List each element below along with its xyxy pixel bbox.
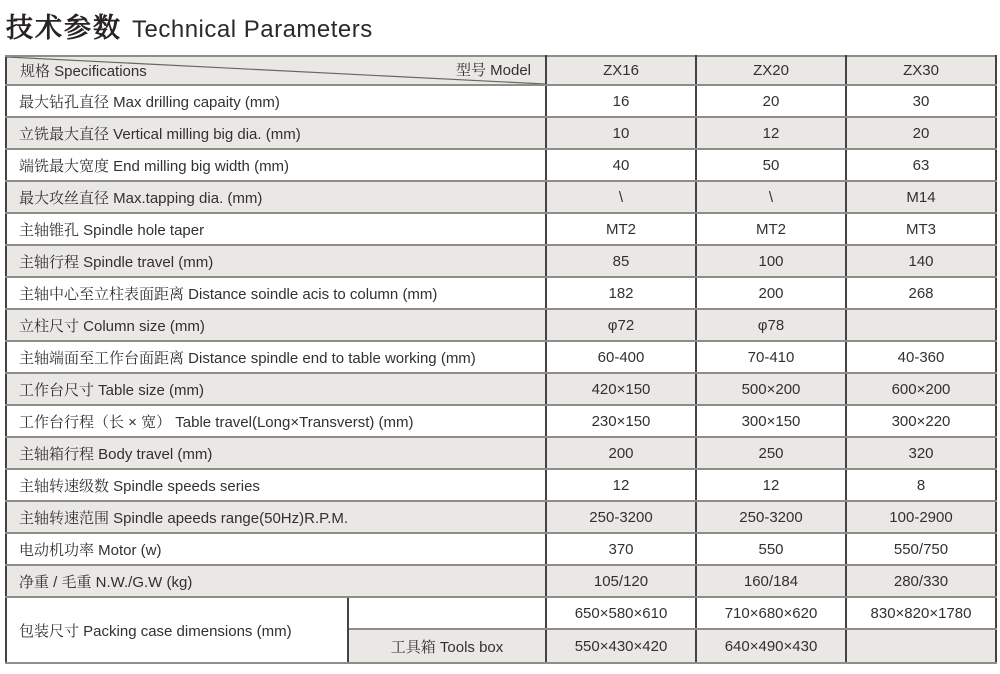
- spec-row: [6, 277, 996, 309]
- spec-row-label: 工作台行程（长 × 宽） Table travel(Long×Transverst) (mm): [6, 405, 546, 437]
- spec-row-value: MT2: [546, 213, 696, 245]
- spec-row-value: 280/330: [846, 565, 996, 597]
- spec-row-label: 净重 / 毛重 N.W./G.W (kg): [6, 565, 546, 597]
- spec-row-value: 40: [546, 149, 696, 181]
- spec-row-label: 电动机功率 Motor (w): [6, 533, 546, 565]
- spec-row-value: 70-410: [696, 341, 846, 373]
- spec-row: [6, 469, 996, 501]
- spec-row: [6, 501, 996, 533]
- spec-row-value: M14: [846, 181, 996, 213]
- spec-row-value: 100-2900: [846, 501, 996, 533]
- spec-row-value: MT3: [846, 213, 996, 245]
- spec-row-label: 最大钻孔直径 Max drilling capaity (mm): [6, 85, 546, 117]
- spec-row-value: φ78: [696, 309, 846, 341]
- packing-sub-empty-cell: [348, 597, 546, 629]
- spec-row-label: 主轴锥孔 Spindle hole taper: [6, 213, 546, 245]
- spec-row: [6, 149, 996, 181]
- spec-row-value: 20: [846, 117, 996, 149]
- spec-row-value: 420×150: [546, 373, 696, 405]
- model-column-header-zx30: ZX30: [846, 56, 996, 85]
- spec-row-value: MT2: [696, 213, 846, 245]
- spec-row-value: 12: [696, 469, 846, 501]
- spec-row-value: 370: [546, 533, 696, 565]
- spec-header-label: 规格 Specifications: [20, 63, 147, 80]
- spec-row: [6, 405, 996, 437]
- spec-row-value: 500×200: [696, 373, 846, 405]
- spec-row-value: 300×150: [696, 405, 846, 437]
- spec-row-value: 105/120: [546, 565, 696, 597]
- packing-row-label: 包装尺寸 Packing case dimensions (mm): [6, 597, 348, 663]
- spec-row-value: 250: [696, 437, 846, 469]
- spec-row: [6, 245, 996, 277]
- spec-row-label: 立柱尺寸 Column size (mm): [6, 309, 546, 341]
- packing-rows-body: [6, 597, 996, 663]
- spec-row-label: 主轴转速级数 Spindle speeds series: [6, 469, 546, 501]
- page-title-zh: 技术参数: [6, 13, 122, 43]
- spec-row-label: 主轴端面至工作台面距离 Distance spindle end to table working (mm): [6, 341, 546, 373]
- spec-row-value: 250-3200: [696, 501, 846, 533]
- spec-row-value: 182: [546, 277, 696, 309]
- spec-row-value: 30: [846, 85, 996, 117]
- spec-row: [6, 565, 996, 597]
- spec-row: [6, 437, 996, 469]
- tools-box-value-zx16: 550×430×420: [546, 629, 696, 663]
- model-column-header-zx16: ZX16: [546, 56, 696, 85]
- spec-row-value: 550/750: [846, 533, 996, 565]
- tools-box-label: 工具箱 Tools box: [348, 629, 546, 663]
- spec-row-value: 320: [846, 437, 996, 469]
- packing-value-zx16: 650×580×610: [546, 597, 696, 629]
- spec-row-label: 主轴转速范围 Spindle apeeds range(50Hz)R.P.M.: [6, 501, 546, 533]
- spec-row-value: 230×150: [546, 405, 696, 437]
- table-header-row: [6, 56, 996, 85]
- model-column-header-zx20: ZX20: [696, 56, 846, 85]
- spec-row-value: 600×200: [846, 373, 996, 405]
- spec-row-value: 160/184: [696, 565, 846, 597]
- spec-row-value: 63: [846, 149, 996, 181]
- spec-row-value: 20: [696, 85, 846, 117]
- spec-rows-body: [6, 85, 996, 597]
- spec-row-value: 10: [546, 117, 696, 149]
- spec-row: [6, 181, 996, 213]
- spec-row-label: 工作台尺寸 Table size (mm): [6, 373, 546, 405]
- spec-row-value: 140: [846, 245, 996, 277]
- spec-row-label: 最大攻丝直径 Max.tapping dia. (mm): [6, 181, 546, 213]
- spec-row-value: 200: [696, 277, 846, 309]
- packing-value-zx30: 830×820×1780: [846, 597, 996, 629]
- spec-row-value: \: [546, 181, 696, 213]
- spec-row-value: 300×220: [846, 405, 996, 437]
- technical-parameters-table: [5, 55, 997, 664]
- spec-row-label: 主轴箱行程 Body travel (mm): [6, 437, 546, 469]
- spec-row-value: 12: [546, 469, 696, 501]
- spec-row-value: 100: [696, 245, 846, 277]
- spec-row-value: 60-400: [546, 341, 696, 373]
- spec-row-label: 主轴中心至立柱表面距离 Distance soindle acis to column (mm): [6, 277, 546, 309]
- spec-row-value: 8: [846, 469, 996, 501]
- spec-row-value: 40-360: [846, 341, 996, 373]
- spec-row-value: φ72: [546, 309, 696, 341]
- spec-row: [6, 341, 996, 373]
- spec-row-value: 85: [546, 245, 696, 277]
- spec-row-value: [846, 309, 996, 341]
- spec-row-value: 250-3200: [546, 501, 696, 533]
- tools-box-value-zx20: 640×490×430: [696, 629, 846, 663]
- page-title-en: Technical Parameters: [132, 16, 373, 43]
- spec-row: [6, 117, 996, 149]
- spec-row-label: 主轴行程 Spindle travel (mm): [6, 245, 546, 277]
- spec-row-value: \: [696, 181, 846, 213]
- spec-row-value: 12: [696, 117, 846, 149]
- spec-row-value: 268: [846, 277, 996, 309]
- spec-row-value: 50: [696, 149, 846, 181]
- spec-row: [6, 213, 996, 245]
- spec-row: [6, 533, 996, 565]
- page-title: [6, 6, 373, 45]
- packing-main-row: [6, 597, 996, 629]
- packing-value-zx20: 710×680×620: [696, 597, 846, 629]
- spec-row-label: 立铣最大直径 Vertical milling big dia. (mm): [6, 117, 546, 149]
- spec-row-value: 16: [546, 85, 696, 117]
- spec-row: [6, 373, 996, 405]
- spec-row-value: 200: [546, 437, 696, 469]
- spec-row-value: 550: [696, 533, 846, 565]
- tools-box-value-zx30: [846, 629, 996, 663]
- spec-row: [6, 309, 996, 341]
- spec-row-label: 端铣最大宽度 End milling big width (mm): [6, 149, 546, 181]
- model-header-label: 型号 Model: [455, 62, 531, 79]
- spec-row: [6, 85, 996, 117]
- spec-model-header-cell: [6, 56, 546, 85]
